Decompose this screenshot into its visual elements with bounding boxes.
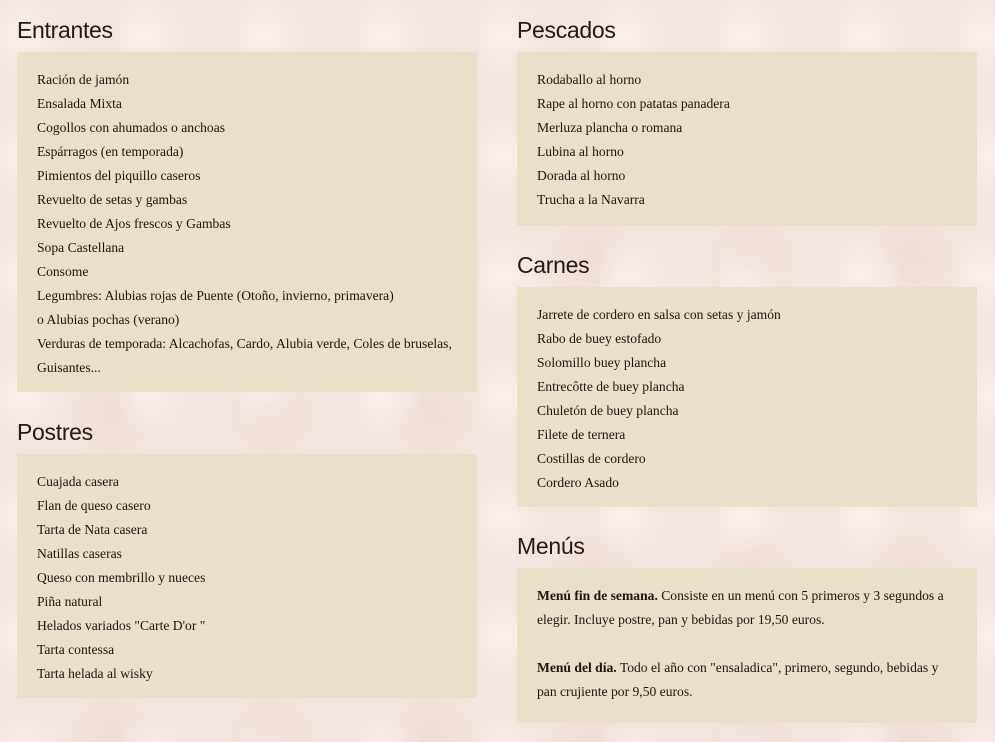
list-item: Consome — [37, 264, 89, 279]
postres-title: Postres — [17, 419, 93, 445]
postres-box — [17, 454, 477, 698]
list-item: Jarrete de cordero en salsa con setas y jamón — [537, 307, 781, 322]
postres-list — [37, 470, 457, 686]
list-item: Legumbres: Alubias rojas de Puente (Otoño, invierno, primavera) — [37, 288, 394, 303]
menus-title: Menús — [517, 533, 585, 559]
left-column — [17, 0, 477, 698]
list-item: Trucha a la Navarra — [537, 192, 645, 207]
menu-del-dia-label: Menú del día. — [537, 660, 617, 675]
list-item: Filete de ternera — [537, 427, 626, 442]
list-item: Merluza plancha o romana — [537, 120, 683, 135]
entrantes-box — [17, 52, 477, 392]
list-item: Verduras de temporada: Alcachofas, Cardo, Alubia verde, Coles de bruselas, Guisantes... — [37, 336, 452, 375]
menus-box — [517, 568, 977, 723]
list-item: Tarta contessa — [37, 642, 115, 657]
list-item: Sopa Castellana — [37, 240, 125, 255]
list-item: Piña natural — [37, 594, 103, 609]
list-item: Queso con membrillo y nueces — [37, 570, 206, 585]
carnes-title: Carnes — [517, 252, 590, 278]
list-item: Pimientos del piquillo caseros — [37, 168, 201, 183]
list-item: Rabo de buey estofado — [537, 331, 662, 346]
menu-del-dia-text: Todo el año con "ensaladica", primero, segundo, bebidas y pan crujiente por 9,50 euros. — [537, 660, 939, 699]
pescados-box — [517, 52, 977, 226]
list-item: o Alubias pochas (verano) — [37, 312, 180, 327]
list-item: Rodaballo al horno — [537, 72, 642, 87]
list-item: Entrecôtte de buey plancha — [537, 379, 685, 394]
pescados-list — [537, 68, 957, 212]
list-item: Lubina al horno — [537, 144, 624, 159]
entrantes-title: Entrantes — [17, 17, 113, 43]
list-item: Rape al horno con patatas panadera — [537, 96, 730, 111]
list-item: Ensalada Mixta — [37, 96, 122, 111]
list-item: Cuajada casera — [37, 474, 119, 489]
carnes-box — [517, 287, 977, 507]
right-column — [517, 0, 977, 723]
pescados-title: Pescados — [517, 17, 616, 43]
menu-del-dia — [537, 656, 957, 704]
list-item: Tarta de Nata casera — [37, 522, 148, 537]
list-item: Flan de queso casero — [37, 498, 151, 513]
list-item: Ración de jamón — [37, 72, 130, 87]
menu-fin-de-semana — [537, 584, 957, 632]
list-item: Tarta helada al wisky — [37, 666, 153, 681]
list-item: Revuelto de setas y gambas — [37, 192, 188, 207]
list-item: Espárragos (en temporada) — [37, 144, 184, 159]
list-item: Natillas caseras — [37, 546, 122, 561]
menu-fin-de-semana-text: Consiste en un menú con 5 primeros y 3 segundos a elegir. Incluye postre, pan y bebidas por 19,50 euros. — [537, 588, 944, 627]
carnes-list — [537, 303, 957, 495]
list-item: Costillas de cordero — [537, 451, 646, 466]
list-item: Cogollos con ahumados o anchoas — [37, 120, 226, 135]
list-item: Dorada al horno — [537, 168, 626, 183]
list-item: Revuelto de Ajos frescos y Gambas — [37, 216, 231, 231]
list-item: Chuletón de buey plancha — [537, 403, 679, 418]
entrantes-list — [37, 68, 457, 380]
menu-fin-de-semana-label: Menú fin de semana. — [537, 588, 658, 603]
list-item: Solomillo buey plancha — [537, 355, 667, 370]
list-item: Helados variados "Carte D'or " — [37, 618, 206, 633]
list-item: Cordero Asado — [537, 475, 619, 490]
